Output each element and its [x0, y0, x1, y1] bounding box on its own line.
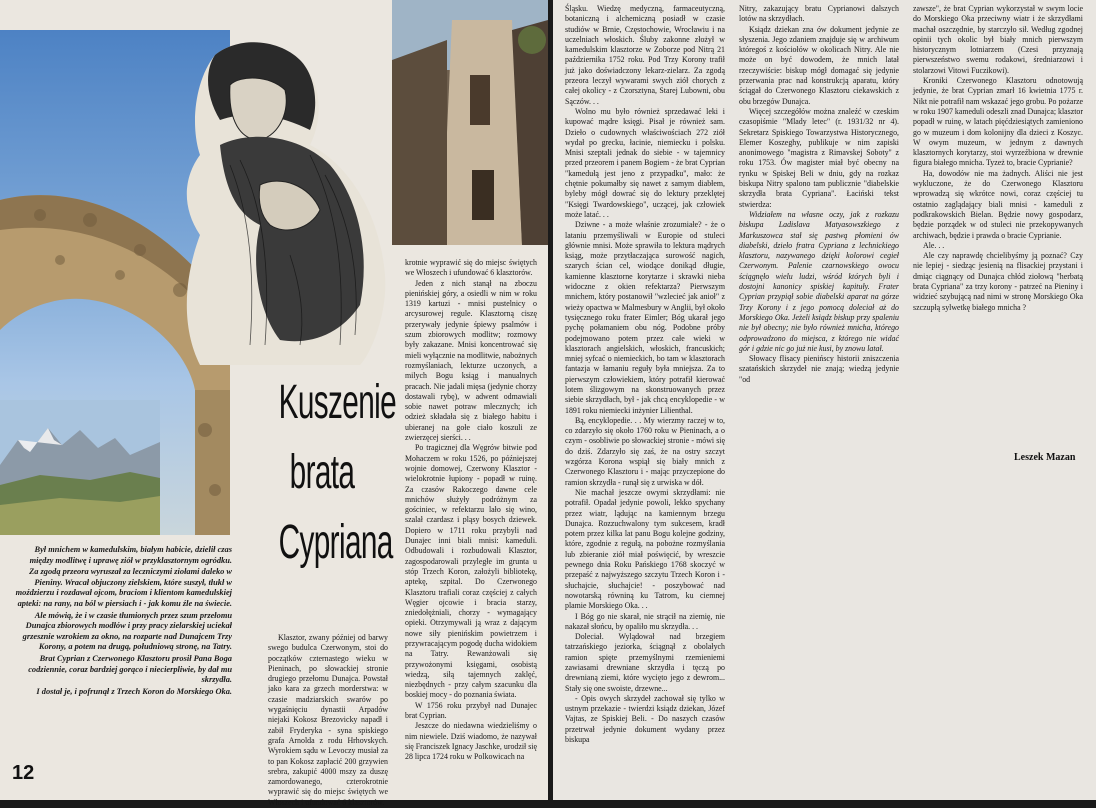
- paragraph: krotnie wyprawić się do miejsc świętych we Włoszech i ufundować 6 klasztorów.: [405, 258, 537, 278]
- paragraph: - Opis owych skrzydeł zachował się tylko w ustnym przekazie - twierdzi ksiądz dziekan, Józef Vajtas, ze Spiskiej Beli. - Do naszych czasów przetrwał jedynie dokument wydany przez biskupa: [565, 693, 725, 745]
- intro-paragraph: Był mnichem w kamedulskim, białym habicie, dzielił czas między modlitwę i uprawę ziół w przyklasztornym ogródku.: [29, 545, 232, 565]
- paragraph: Nie machał jeszcze owymi skrzydłami: nie potrafił. Opadał jedynie powoli, lekko spychany przez wiatr, lądując na kamiennym brzegu Dunajca. Rozzuchwalony tym sukcesem, kradł potem przez kilka lat panu Bogu kolejne godziny, które, zgodnie z regułą, na pobożne rozmyślania lub zbieranie ziół miał poświęcić, by wreszcie pewnego dnia Roku Pańskiego 1768 skoczyć w przepaść z najwyższego szczytu Trzech Koron i - słuchajcie, słuchajcie! - poszybować nad nowotarską równiną ku Tatrom, ku ciemnej plamie Morskiego Oka. . .: [565, 487, 725, 611]
- paragraph: Nitry, zakazujący bratu Cyprianowi dalszych lotów na skrzydłach.: [739, 4, 899, 24]
- paragraph: Jeden z nich stanął na zboczu pienińskiej góry, a osiedli w nim w roku 1319 kartuzi - mnisi pustelnicy o arcysurowej regule. Klasztorną ciszę przerywały jedynie śpiewy psalmów i szum zbiorowych modlitw; rozmowy były zakazane. Mnisi koncentrować się mieli wyłącznie na modlitwie, nabożnych rozmyślaniach, lekturze uczonych, a milych Bogu ksiąg i manualnych pracach. Nie jadali mięsa (jedynie chorzy dostawali rybę), w adwent odmawiali sobie nawet potraw mlecznych; ich odzież składała się z białego habitu i ubieranej na gołe ciało koszuli ze zwierzęcej sierści. . .: [405, 278, 537, 443]
- intro-paragraph: Za zgodą przeora wyruszał za leczniczymi ziołami daleko w Pieniny. Wracał objuczony zielskiem, które suszył, tłukł w moździerzu i rozdawał ojcom, braciom i klientom kamedulskiej apteki: na rany, na ból w piersiach i - jak komu źle na świecie.: [15, 567, 232, 608]
- right-page: [553, 0, 1096, 800]
- author-byline: Leszek Mazan: [1014, 452, 1076, 463]
- paragraph: Ha, dowodów nie ma żadnych. Aliści nie jest wykluczone, że do Czerwonego Klasztoru wprowadzą się wkrótce nowi, coraz częściej tu ostatnio zaglądający biali mnisi - kameduli z podkrakowskich Bielan. Będzie nowy gospodarz, będzie porządek w od stuleci nie przekopywanych archiwach, będzie i prawda o bracie Cyprianie.: [913, 168, 1083, 240]
- intro-lead: [14, 545, 232, 698]
- church-illustration: [392, 0, 548, 245]
- paragraph: Śląsku. Wiedzę medyczną, farmaceutyczną, botaniczną i alchemiczną posiadł w czasie studiów w Brnie, Częstochowie, Wrocławiu i na uczelniach włoskich. Śluby zakonne złożył w kamedulskim klasztorze w Zoborze pod Nitrą 21 października 1752 roku. Pod Trzy Korony trafił już jako doświadczony lekarz-zielarz. Za zgodą przeora leczył wywarami swych ziół chorych z całej okolicy - z Czorsztyna, Starej Lubowni, obu Sączów. . .: [565, 4, 725, 106]
- text-column-d: [739, 4, 899, 385]
- paragraph: I Bóg go nie skarał, nie strącił na ziemię, nie nakazał słońcu, by opaliło mu skrzydła. . .: [565, 611, 725, 631]
- intro-paragraph: Brat Cyprian z Czerwonego Klasztoru prosił Pana Boga codziennie, coraz bardziej gorąco i niecierpliwie, by dał mu skrzydła.: [28, 653, 232, 685]
- text-column-a: [268, 633, 388, 808]
- paragraph-quote: Widziałem na własne oczy, jak z rozkazu biskupa Ladislava Matyasowszkiego z Markuszowca stał się pastwą płomieni ów diabelski, dzieło fratra Cypriana z lechnickiego klasztoru, nazywanego dzięki kolorowi cegieł Czerwonym. Palenie czarnowskiego owocu ściągnęło wielu ludzi, wśród których byli i dostojni kanonicy spiskiej kapituły. Frater Cyprian przypiął sobie diabelski aparat na górze Trzy Korony i z jego pomocą doleciał aż do Morskiego Oka. Jeżeli ksiądz biskup przy spaleniu nie był obecny; nie było również mnicha, którego odprowadzono do miejsca, z którego nie widać gór i gdzie nic go już nie kusi, by znowu latał.: [739, 209, 899, 353]
- paragraph: Dziwne - a może właśnie zrozumiałe? - że o lataniu przemyśliwali w Europie od stuleci głównie mnisi. Może sprawiła to lektura mądrych ksiąg, może przytłaczająca surowość nagich, szarych ścian cel, wiodące donikąd długie, kamienne klasztorne korytarze i skrawki nieba widoczne z okien refektarza? Pierwszym mnichem, który postanowił "wzlecieć jak anioł" z wieży opactwa w Malmesbury w Anglii, był około tysięcznego roku frater Eimler; Bóg ukarał jego pychę połamaniem obu nóg. Podobne próby podejmowano potem przez całe wieki w klasztorach angielskich, włoskich, francuskich; mniej syfcać o niemieckich, bo tam w klasztorach fantazja w łamaniu reguły była mniejsza. Za to pierwszym człowiekiem, który potrafił kierować lotem ślizgowym na skonstruowanych przez siebie skrzydłach, był - jak chcą encyklopedie - w 1891 roku niemiecki inżynier Lilienthal.: [565, 220, 725, 415]
- paragraph: Kroniki Czerwonego Klasztoru odnotowują jedynie, że brat Cyprian zmarł 16 kwietnia 1775 r. Nikt nie potrafił nam wskazać jego grobu. Po pożarze w roku 1907 kameduli odeszli znad Dunajca; klasztor popadł w ruinę, w latach pięćdziesiątych zamieniono go w muzeum i dom kolonijny dla dzieci z Koszyc. W owym muzeum, w jednym z dawnych klasztornych korytarzy, stoi wyrzeźbiona w drewnie figura białego mnicha. Tyzeż to, bracie Cyprianie?: [913, 76, 1083, 168]
- article-title: [278, 368, 397, 578]
- paragraph: Po tragicznej dla Węgrów bitwie pod Mohaczem w roku 1526, po późniejszej wojnie domowej, Czerwony Klasztor - wielokrotnie łupiony - popadł w ruinę. Za czasów Rakoczego dawne cele mnichów służyły podróżnym za gościniec, w refektarzu lało się wino, szalał czardasz i pląsy bosych dziewek. Dopiero w 1711 roku przybyli nad Dunajec inni biali mnisi: kameduli. Odbudowali i rozbudowali Klasztor, zagospodarowali przyległe im grunta u stóp Trzech Koron, założyli bibliotekę, aptekę, szpital. Do Czerwonego Klasztoru trafiali coraz częściej z całych Węgier ojcowie i bracia starzy, zniedołężniali, chorzy - wymagający opieki. Otrzymywali ją wraz z dającym nowe siły pienińskim powietrzem i przywracającym pogodę ducha widokiem na Tatry. Rewanżowali się przywożonymi księgami, osobistą wiedzą, siłą tajemnych zaklęć, niezbędnych - przy całym szacunku dla boskiej mocy - do poznania świata.: [405, 443, 537, 700]
- paragraph: zawsze", że brat Cyprian wykorzystał w swym locie do Morskiego Oka przeciwny wiatr i że skrzydłami machał oszczędnie, by starczyło sił. Według zgodnej opinii tych okolic był biały mnich pierwszym historycznym lotniarzem (Czesi przyznają pierwszeństwo swemu rodakowi, średniarzowi i stolarzowi Vitowi Fuczikowi).: [913, 4, 1083, 75]
- left-page: [0, 0, 548, 807]
- paragraph: Więcej szczegółów można znaleźć w czeskim czasopiśmie "Mlady letec" (r. 1931/32 nr 4). Sekretarz Spiskiego Towarzystwa Historycznego, Elemer Koszeghy, publikuje w nim zapiski anonimowego "magistra z Rimavskej Soboty" z roku 1753. Ów magister miał być obecny na rynku w Spiskej Beli w dniu, gdy na rozkaz biskupa Nitry spalono tam publicznie "diabelskie skrzydła brata Cypriana". Łaciński tekst stwierdza:: [739, 106, 899, 209]
- title-line-3: Cypriana: [278, 516, 393, 569]
- paragraph: Ksiądz dziekan zna ów dokument jedynie ze słyszenia. Jego zdaniem znajduje się w archiwum któregoś z kościołów w okolicach Nitry. Ale nie może on być dowodem, że mnich latał rzeczywiście: biskup mógł domagać się jedynie przerwania prac nad konstrukcją aparatu, który ściągał do Czerwonego Klasztoru ciekawskich z obu brzegów Dunajca.: [739, 24, 899, 106]
- intro-paragraph: I dostał je, i pofrunął z Trzech Koron do Morskiego Oka.: [36, 686, 232, 696]
- text-column-b: [405, 258, 537, 763]
- text-column-e: [913, 4, 1083, 313]
- paragraph: Bą, encyklopedie. . . My wierzmy raczej w to, co zdarzyło się około 1760 roku w Pieninach, a o czym - osobliwie po słowackiej stronie - mówi się do dziś. Zdarzyło się zaś, że na ostry szczyt wzgórza Korona wspiął się biały mnich z Czerwonego Klasztoru i - mając przyczepione do ramion skrzydła - runął się z urwiska w dół.: [565, 415, 725, 487]
- paragraph: Klasztor, zwany później od barwy swego budulca Czerwonym, stoi do początków czternastego wieku w Pieninach, po słowackiej stronie drugiego przełomu Dunajca. Powstał jako kara za grzech morderstwa: w czasie madziarskich swarów po wygaśnięciu dynastii Arpadów niejaki Kokosz Brezovicky napadł i zabił Fryderyka - syna spiskiego grafa Arnolda z rodu Hrhovskych. Wyrokiem sądu w Levoczy musiał za to pan Kokosz zapłacić 200 grzywien srebra, zakupić 4000 mszy za duszę zamordowanego, czterokrotnie wyprawić się do miejsc świętych we Włoszech i ufundować 6 klasztorów.: [268, 633, 388, 807]
- paragraph: Ale. . .: [923, 240, 945, 250]
- church-photo: [392, 0, 548, 245]
- paragraph: Doleciał. Wylądował nad brzegiem tatrzańskiego jeziorka, ściągnął z obolałych ramion spięte przemyślnymi rzemieniemi zawiasami drewniane skrzydła i tęczą po drewnianą ziemi, które wycięto jego z dewrom... Stały się one swoiste, drzewne...: [565, 632, 725, 693]
- intro-paragraph: Ale mówią, że i w czasie tłumionych przez szum przełomu Dunajca zbiorowych modłów i przy pracy zielarskiej uciekał grzesznie wzrokiem za okno, na rozparte nad Dunajcem Trzy Korony, a potem na drugą, południową stronę, na Tatry.: [22, 610, 232, 652]
- text-column-c: [565, 4, 725, 745]
- page-number: 12: [12, 762, 35, 784]
- paragraph: Jeszcze do niedawna wiedzieliśmy o nim niewiele. Dziś wiadomo, że nazywał się Franciszek Ignacy Jaschke, urodził się 28 lipca 1724 roku w Polkowicach na: [405, 721, 537, 762]
- title-line-1: Kuszenie: [278, 376, 397, 429]
- paragraph: Wolno mu było również sprzedawać leki i kupować mądre księgi. Pisał je również sam. Dzieło o cudownych właściwościach 272 ziół wydał po grecku, łacinie, niemiecku i polsku. Mnisi szeptali jednak do siebie - w tajemnicy przed przeorem i panem Bogiem - że brat Cyprian "kamedułą jest jeno z przypadku", mało: że chętnie pokumałby się nawet z samym diabłem, byleby mógł dowrać się do lektury przeklętej "Księgi Twardowskiego", uczącej, jak człowiek może latać. . .: [565, 106, 725, 219]
- paragraph: Ale czy naprawdę chcielibyśmy ją poznać? Czy nie lepiej - siedząc jesienią na flisackiej przystani i dmiąc ciągnący od Dunajca chłód ziołową "herbatą brata Cypriana" za trzy korony - patrzeć na Pieniny i widzieć szybującą nad nimi w stronę Morskiego Oka szczupłą sylwetkę białego mnicha ?: [913, 251, 1083, 312]
- title-line-2: brata: [289, 446, 355, 499]
- paragraph: W 1756 roku przybył nad Dunajec brat Cyprian.: [405, 700, 537, 721]
- monk-illustration: [160, 35, 390, 365]
- paragraph: Słowacy flisacy pienińscy historii zniszczenia szatańskich skrzydeł nie znają; wiedzą jedynie "od: [739, 354, 899, 384]
